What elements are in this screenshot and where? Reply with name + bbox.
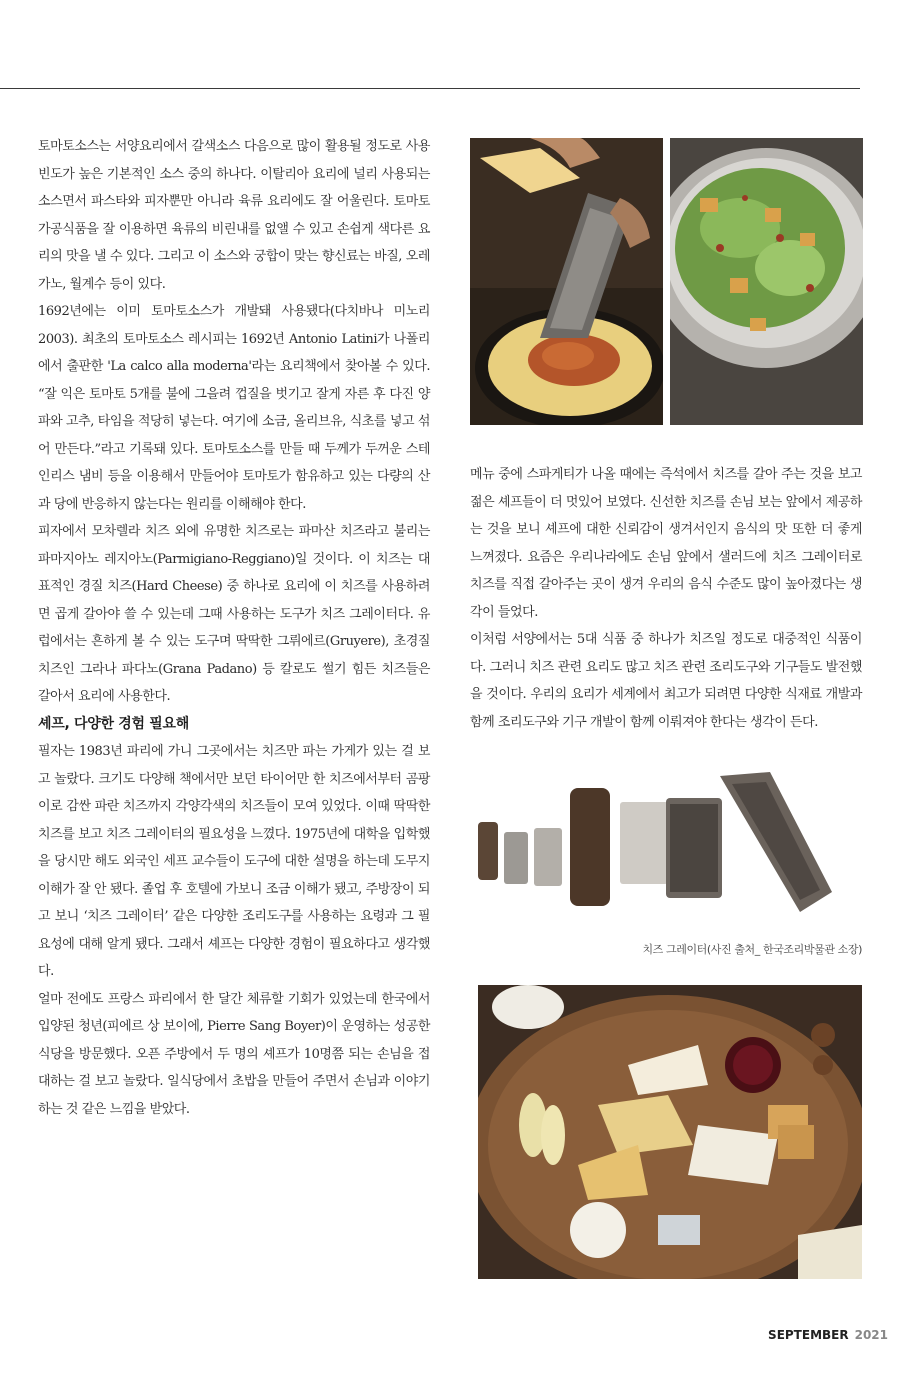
- paragraph: 1692년에는 이미 토마토소스가 개발돼 사용됐다(다치바나 미노리 2003). 최초의 토마토소스 레시피는 1692년 Antonio Latini가 나폴리에서 출판한 'La calco alla moderna'라는 요리책에서 찾아볼 수 있다. “잘 익은 토마토 5개를 불에 그을려 껍질을 벗기고 잘게 자른 후 다진 양파와 고추, 타임을 적당히 넣는다. 여기에 소금, 올리브유, 식초를 넣고 섞어 만든다.”라고 기록돼 있다. 토마토소스를 만들 때 두께가 두꺼운 스테인리스 냄비 등을 이용해서 만들어야 토마토가 함유하고 있는 다량의 산과 당에 반응하지 않는다는 원리를 이해해야 한다.: [38, 304, 430, 512]
- salad-photo: [670, 138, 863, 425]
- paragraph: 메뉴 중에 스파게티가 나올 때에는 즉석에서 치즈를 갈아 주는 것을 보고 젊은 셰프들이 더 멋있어 보였다. 신선한 치즈를 손님 보는 앞에서 제공하는 것을 보니 셰프에 대한 신뢰감이 생겨서인지 음식의 맛 또한 더 좋게 느껴졌다. 요즘은 우리나라에도 손님 앞에서 샐러드에 치즈 그레이터로 치즈를 직접 갈아주는 곳이 생겨 우리의 음식 수준도 많이 높아졌다는 생각이 들었다.: [470, 467, 862, 620]
- cheese-board-photo: [478, 985, 862, 1279]
- paragraph: 이처럼 서양에서는 5대 식품 중 하나가 치즈일 정도로 대중적인 식품이다. 그러니 치즈 관련 요리도 많고 치즈 관련 조리도구와 기구들도 발전했을 것이다. 우리의 요리가 세계에서 최고가 되려면 다양한 식재료 개발과 함께 조리도구와 기구 개발이 함께 이뤄져야 한다는 생각이 든다.: [470, 632, 862, 730]
- graters-photo: [470, 762, 862, 924]
- pasta-grating-photo: [470, 138, 663, 425]
- paragraph: 얼마 전에도 프랑스 파리에서 한 달간 체류할 기회가 있었는데 한국에서 입양된 청년(피에르 상 보이에, Pierre Sang Boyer)이 운영하는 성공한 식당을 방문했다. 오픈 주방에서 두 명의 셰프가 10명쯤 되는 손님을 접대하는 걸 보고 놀랐다. 일식당에서 초밥을 만들어 주면서 손님과 이야기하는 것 같은 느낌을 받았다.: [38, 991, 430, 1117]
- footer-month: SEPTEMBER: [768, 1328, 849, 1342]
- right-column: [470, 461, 862, 736]
- footer-year: 2021: [854, 1328, 888, 1342]
- photo-caption: 치즈 그레이터(사진 출처_ 한국조리박물관 소장): [642, 943, 862, 956]
- paragraph: 피자에서 모차렐라 치즈 외에 유명한 치즈로는 파마산 치즈라고 불리는 파마지아노 레지아노(Parmigiano-Reggiano)일 것이다. 이 치즈는 대표적인 경질 치즈(Hard Cheese) 중 하나로 요리에 이 치즈를 사용하려면 곱게 갈아야 쓸 수 있는데 그때 사용하는 도구가 치즈 그레이터다. 유럽에서는 흔하게 볼 수 있는 도구며 딱딱한 그뤼에르(Gruyere), 초경질 치즈인 그라나 파다노(Grana Padano) 등 칼로도 썰기 힘든 치즈들은 갈아서 요리에 사용한다.: [38, 524, 430, 704]
- top-rule: [0, 88, 860, 89]
- paragraph: 필자는 1983년 파리에 가니 그곳에서는 치즈만 파는 가게가 있는 걸 보고 놀랐다. 크기도 다양해 책에서만 보던 타이어만 한 치즈에서부터 곰팡이로 감싼 파란 치즈까지 각양각색의 치즈들이 모여 있었다. 이때 딱딱한 치즈를 보고 치즈 그레이터의 필요성을 느꼈다. 1975년에 대학을 입학했을 당시만 해도 외국인 세프 교수들이 도구에 대한 설명을 하는데 도무지 이해가 잘 안 됐다. 졸업 후 호텔에 가보니 조금 이해가 됐고, 주방장이 되고 보니 ‘치즈 그레이터’ 같은 다양한 조리도구를 사용하는 요령과 그 필요성에 대해 알게 됐다. 그래서 셰프는 다양한 경험이 필요하다고 생각했다.: [38, 744, 430, 979]
- section-heading: 셰프, 다양한 경험 필요해: [38, 715, 189, 732]
- left-column: [38, 133, 430, 1123]
- paragraph: 토마토소스는 서양요리에서 갈색소스 다음으로 많이 활용될 정도로 사용빈도가 높은 기본적인 소스 중의 하나다. 이탈리아 요리에 널리 사용되는 소스면서 파스타와 피자뿐만 아니라 육류 요리에도 잘 어울린다. 토마토 가공식품을 잘 이용하면 육류의 비린내를 없앨 수 있고 손쉽게 색다른 요리의 맛을 낼 수 있다. 그리고 이 소스와 궁합이 맞는 향신료는 바질, 오레가노, 월계수 등이 있다.: [38, 139, 430, 292]
- page-footer: [768, 1328, 888, 1342]
